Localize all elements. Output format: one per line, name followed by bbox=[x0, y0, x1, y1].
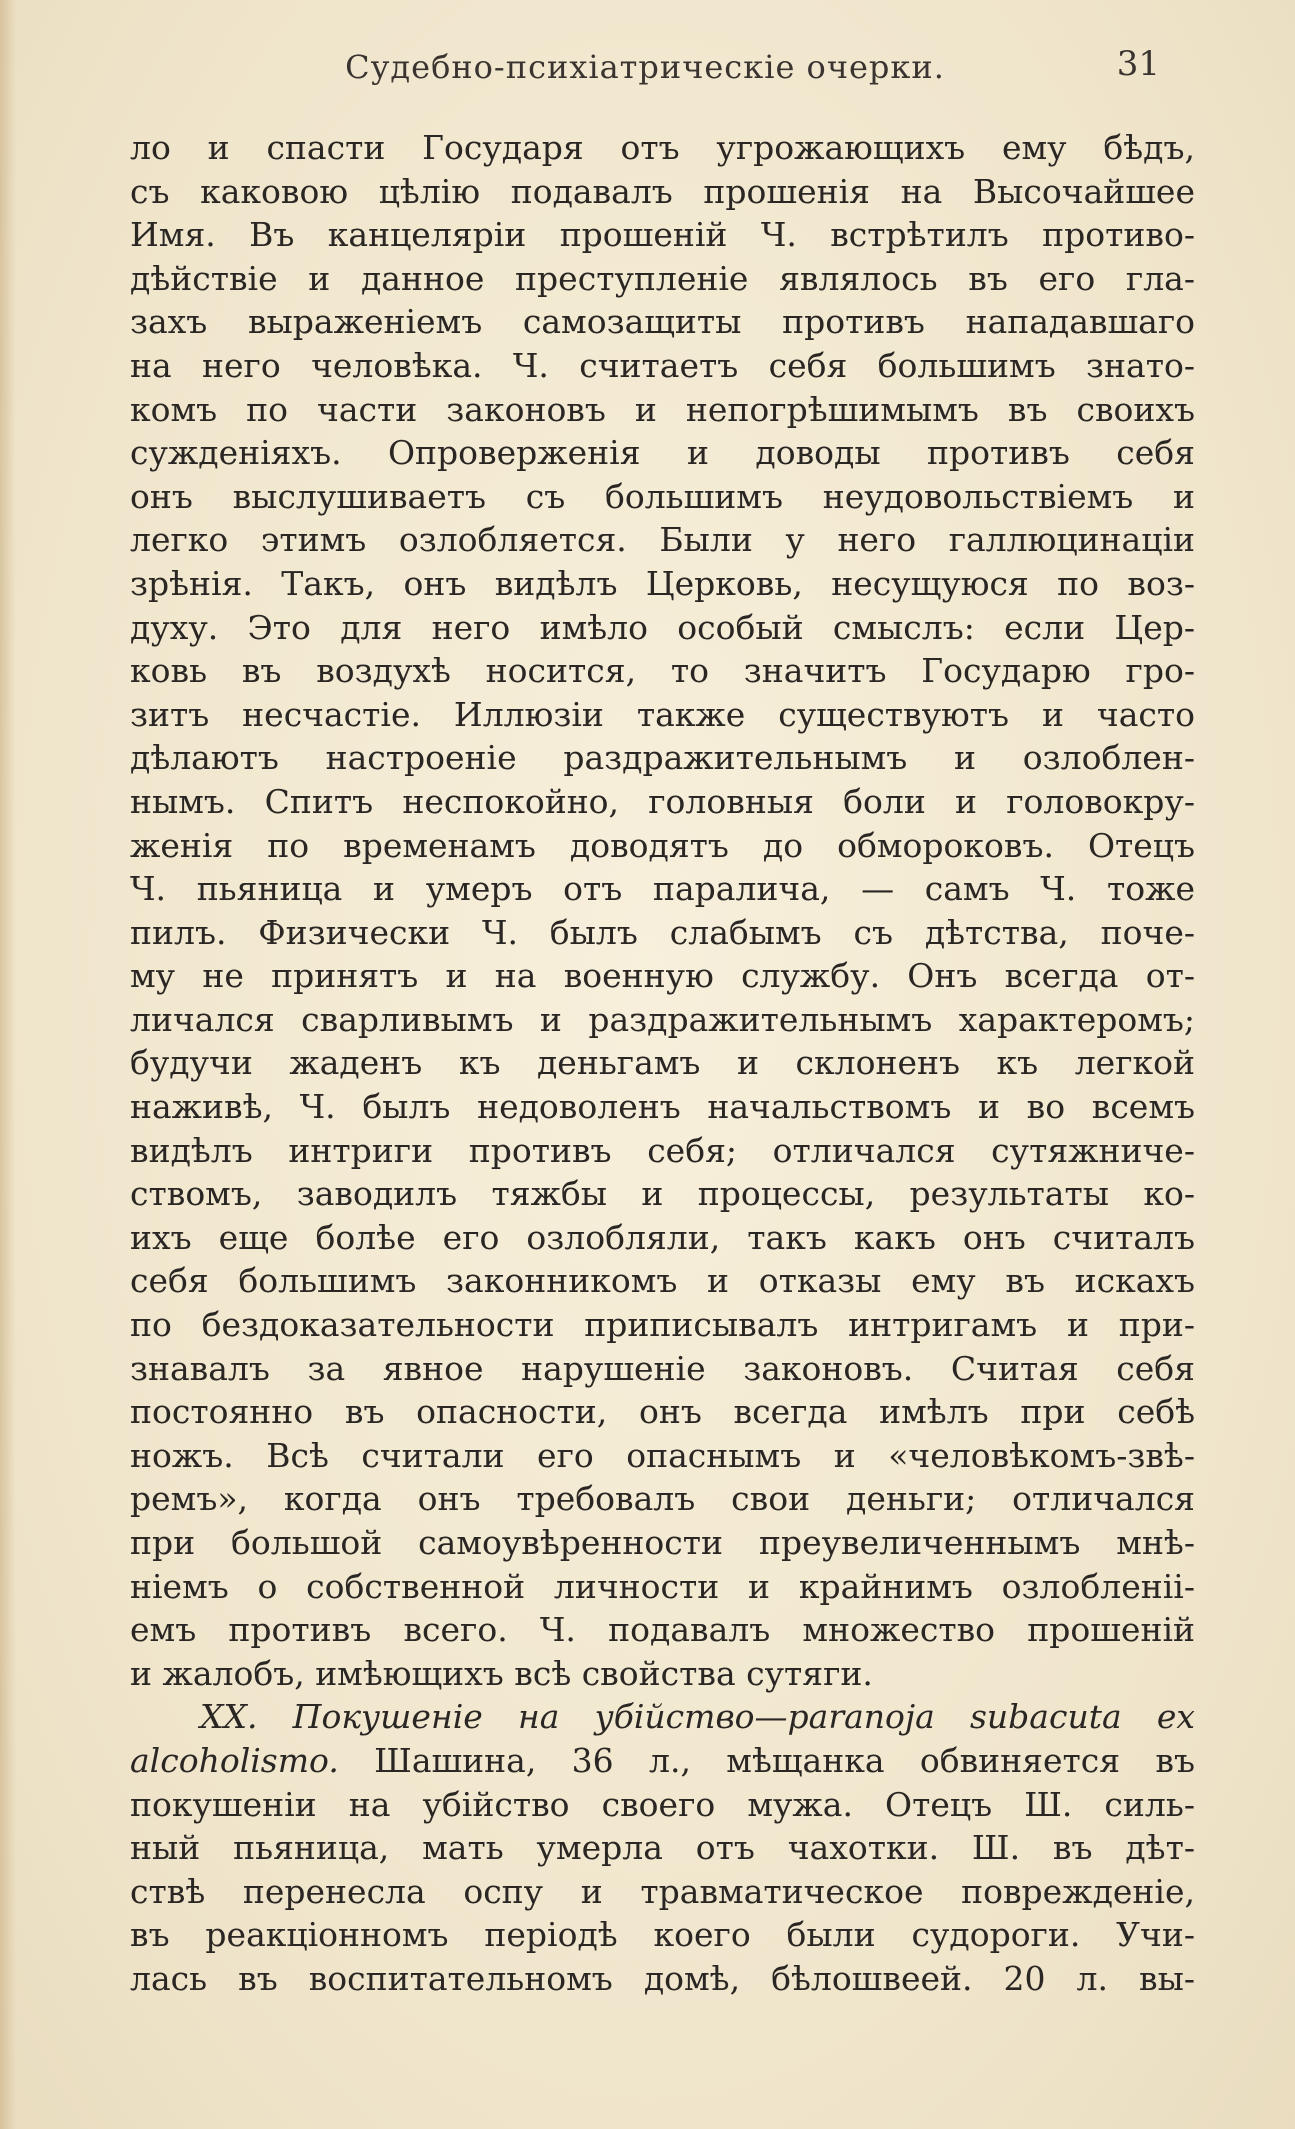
text-line: по бездоказательности приписывалъ интригамъ и при- bbox=[130, 1305, 1195, 1345]
running-head: Судебно-психіатрическіе очерки. bbox=[345, 48, 945, 86]
text-line: себя большимъ законникомъ и отказы ему въ искахъ bbox=[130, 1261, 1195, 1301]
text-line: въ реакціонномъ періодѣ коего были судороги. Учи- bbox=[130, 1915, 1195, 1955]
text-line: дѣлаютъ настроеніе раздражительнымъ и озлоблен- bbox=[130, 738, 1195, 778]
text-line: пилъ. Физически Ч. былъ слабымъ съ дѣтства, поче- bbox=[130, 912, 1195, 952]
text-line: ствомъ, заводилъ тяжбы и процессы, результаты ко- bbox=[130, 1174, 1195, 1214]
text-line: му не принятъ и на военную службу. Онъ всегда от- bbox=[130, 956, 1195, 996]
text-line: на него человѣка. Ч. считаетъ себя большимъ знато- bbox=[130, 345, 1195, 385]
text-line: зитъ несчастіе. Иллюзіи также существуютъ и часто bbox=[130, 694, 1195, 734]
text-line: сужденіяхъ. Опроверженія и доводы противъ себя bbox=[130, 433, 1195, 473]
text-line: женія по временамъ доводятъ до обмороковъ. Отецъ bbox=[130, 825, 1195, 865]
text-line: духу. Это для него имѣло особый смыслъ: если Цер- bbox=[130, 607, 1195, 647]
text-line: ихъ еще болѣе его озлобляли, такъ какъ онъ считалъ bbox=[130, 1217, 1195, 1257]
text-line: Ч. пьяница и умеръ отъ паралича, — самъ Ч. тоже bbox=[130, 869, 1195, 909]
text-line: легко этимъ озлобляется. Были у него галлюцинаціи bbox=[130, 520, 1195, 560]
text-line: лась въ воспитательномъ домѣ, бѣлошвеей. 20 л. вы- bbox=[130, 1958, 1195, 1998]
text-line: ремъ», когда онъ требовалъ свои деньги; отличался bbox=[130, 1479, 1195, 1519]
text-line: захъ выраженіемъ самозащиты противъ нападавшаго bbox=[130, 302, 1195, 342]
paragraph-last-line: и жалобъ, имѣющихъ всѣ свойства сутяги. bbox=[130, 1653, 873, 1693]
body-text bbox=[130, 126, 1195, 2001]
text-line: видѣлъ интриги противъ себя; отличался сутяжниче- bbox=[130, 1130, 1195, 1170]
text-line: Имя. Въ канцеляріи прошеній Ч. встрѣтилъ противо- bbox=[130, 215, 1195, 255]
page-number: 31 bbox=[1116, 44, 1160, 84]
text-line: знавалъ за явное нарушеніе законовъ. Считая себя bbox=[130, 1348, 1195, 1388]
text-line: ковь въ воздухѣ носится, то значитъ Государю гро- bbox=[130, 651, 1195, 691]
text-line: личался сварливымъ и раздражительнымъ характеромъ; bbox=[130, 999, 1195, 1039]
section-heading-line bbox=[130, 1695, 1195, 1739]
text-line: емъ противъ всего. Ч. подавалъ множество прошеній bbox=[130, 1610, 1195, 1650]
text-line: ный пьяница, мать умерла отъ чахотки. Ш. въ дѣт- bbox=[130, 1828, 1195, 1868]
text-line: ло и спасти Государя отъ угрожающихъ ему бѣдъ, bbox=[130, 128, 1195, 167]
text-line: наживѣ, Ч. былъ недоволенъ начальствомъ и во всемъ bbox=[130, 1087, 1195, 1127]
section-title-italic-cont: alcoholismo. bbox=[130, 1740, 339, 1780]
text-line: покушеніи на убійство своего мужа. Отецъ Ш. силь- bbox=[130, 1784, 1195, 1824]
text-line: постоянно въ опасности, онъ всегда имѣлъ при себѣ bbox=[130, 1392, 1195, 1432]
text-line: при большой самоувѣренности преувеличеннымъ мнѣ- bbox=[130, 1523, 1195, 1562]
section-heading-line-2 bbox=[130, 1739, 1195, 1783]
section-title-rest: Шашина, 36 л., мѣщанка обвиняется въ bbox=[338, 1740, 1195, 1780]
text-line: онъ выслушиваетъ съ большимъ неудовольствіемъ и bbox=[130, 476, 1195, 516]
text-line: съ каковою цѣлію подавалъ прошенія на Высочайшее bbox=[130, 171, 1195, 211]
text-line: будучи жаденъ къ деньгамъ и склоненъ къ легкой bbox=[130, 1043, 1195, 1083]
text-line: ножъ. Всѣ считали его опаснымъ и «человѣкомъ-звѣ- bbox=[130, 1435, 1195, 1475]
text-line: нымъ. Спитъ неспокойно, головныя боли и головокру- bbox=[130, 781, 1195, 821]
text-line: дѣйствіе и данное преступленіе являлось въ его гла- bbox=[130, 258, 1195, 298]
section-title-italic: XX. Покушеніе на убійство—paranoja subacuta ex bbox=[200, 1697, 1195, 1737]
page-edge-shadow bbox=[0, 0, 16, 2129]
text-line: комъ по части законовъ и непогрѣшимымъ въ своихъ bbox=[130, 389, 1195, 429]
text-line: ствѣ перенесла оспу и травматическое поврежденіе, bbox=[130, 1871, 1195, 1911]
text-line: ніемъ о собственной личности и крайнимъ озлобленіі- bbox=[130, 1566, 1195, 1606]
page-header bbox=[130, 40, 1160, 100]
text-line: зрѣнія. Такъ, онъ видѣлъ Церковь, несущуюся по воз- bbox=[130, 563, 1195, 603]
